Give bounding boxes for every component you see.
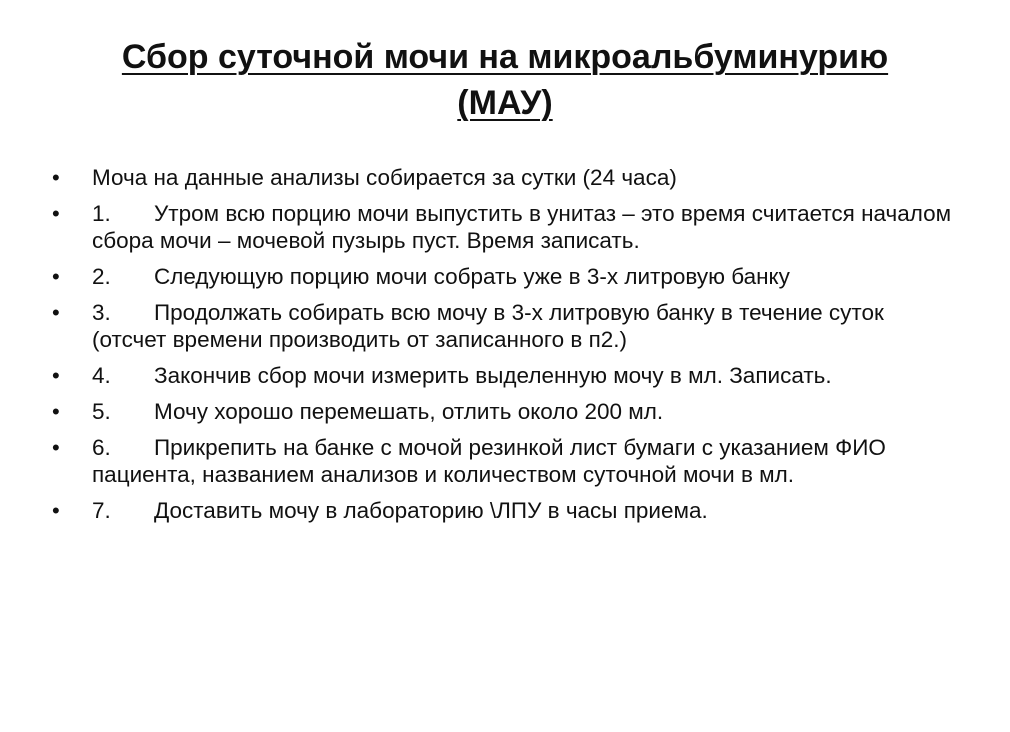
list-item <box>48 497 958 524</box>
bullet-icon: • <box>52 165 60 190</box>
list-item <box>48 398 958 425</box>
item-text: Прикрепить на банке с мочой резинкой лист бумаги с указанием ФИО пациента, названием анализов и количеством суточной мочи в мл. <box>92 435 886 487</box>
bullet-icon: • <box>52 264 60 289</box>
bullet-list <box>48 164 958 533</box>
list-item <box>48 263 958 290</box>
slide-title <box>60 34 950 126</box>
list-item <box>48 299 958 353</box>
item-number: 7. <box>92 498 111 523</box>
item-number: 6. <box>92 435 111 460</box>
item-text: Следующую порцию мочи собрать уже в 3-х литровую банку <box>154 264 790 289</box>
list-item <box>48 200 958 254</box>
item-text: Моча на данные анализы собирается за сутки (24 часа) <box>92 165 677 190</box>
item-number: 2. <box>92 264 111 289</box>
bullet-icon: • <box>52 498 60 523</box>
title-line-1: Сбор суточной мочи на микроальбуминурию <box>121 38 889 76</box>
list-item <box>48 434 958 488</box>
item-number: 4. <box>92 363 111 388</box>
item-text: Мочу хорошо перемешать, отлить около 200 мл. <box>154 399 664 424</box>
item-text: Доставить мочу в лабораторию \ЛПУ в часы приема. <box>154 498 708 523</box>
item-number: 1. <box>92 201 111 226</box>
bullet-icon: • <box>52 399 60 424</box>
item-text: Утром всю порцию мочи выпустить в унитаз – это время считается началом сбора мочи – мочевой пузырь пуст. Время записать. <box>92 201 952 253</box>
bullet-icon: • <box>52 435 60 460</box>
bullet-icon: • <box>52 300 60 325</box>
item-text: Продолжать собирать всю мочу в 3-х литровую банку в течение суток (отсчет времени производить от записанного в п2.) <box>92 300 884 352</box>
item-number: 3. <box>92 300 111 325</box>
item-text: Закончив сбор мочи измерить выделенную мочу в мл. Записать. <box>154 363 832 388</box>
title-line-2: (МАУ) <box>457 84 553 122</box>
bullet-icon: • <box>52 201 60 226</box>
list-item <box>48 362 958 389</box>
item-number: 5. <box>92 399 111 424</box>
list-item <box>48 164 958 191</box>
bullet-icon: • <box>52 363 60 388</box>
